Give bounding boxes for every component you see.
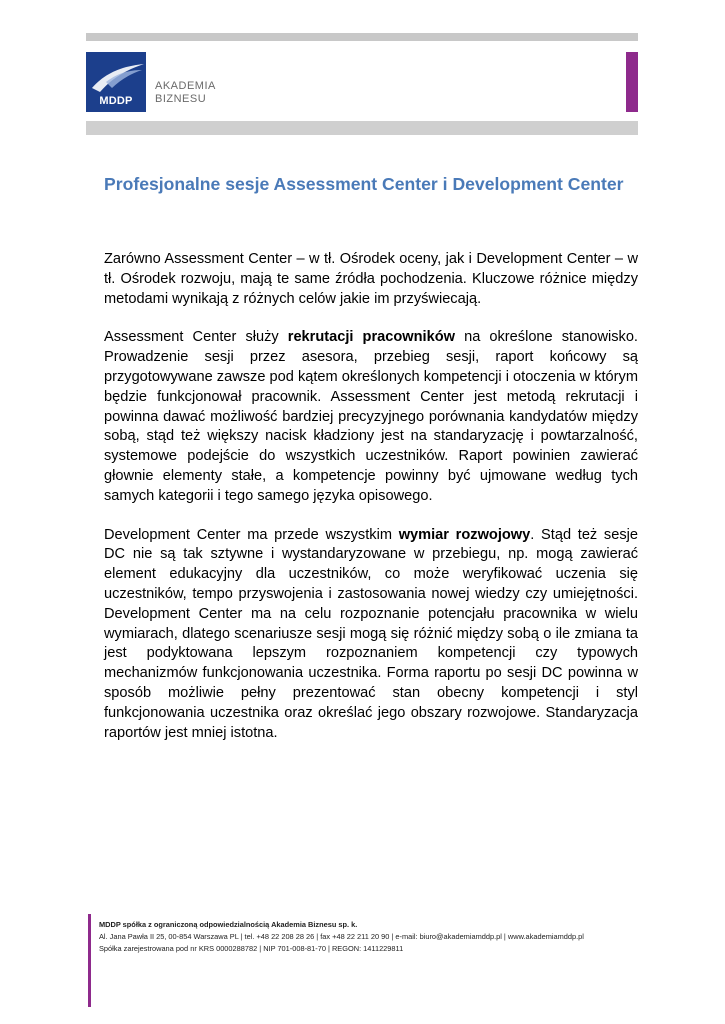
header-accent-bar <box>626 52 638 112</box>
paragraph-3-bold: wymiar rozwojowy <box>398 526 531 543</box>
paragraph-3 <box>104 526 638 744</box>
logo-text: MDDP <box>99 95 133 107</box>
document-title: Profesjonalne sesje Assessment Center i Development Center <box>104 174 624 194</box>
mddp-logo <box>86 52 146 112</box>
document-body <box>104 250 638 762</box>
header-bottom-bar <box>86 121 638 135</box>
footer <box>99 919 584 955</box>
paragraph-1: Zarówno Assessment Center – w tł. Ośrodek oceny, jak i Development Center – w tł. Ośrodek rozwoju, mają te same źródła pochodzenia. Kluczowe różnice między metodami wynikają z różnych celów jakie im przyświecają. <box>104 251 638 307</box>
paragraph-2-text-a: Assessment Center służy <box>104 329 288 346</box>
brand-line-2: BIZNESU <box>155 93 207 105</box>
brand-line-1: AKADEMIA <box>155 80 216 92</box>
paragraph-3-text-b: . Stąd też sesje DC nie są tak sztywne i wystandaryzowane w przebiegu, np. mogą zawierać element edukacyjny dla uczestników, co może weryfikować uczenia się uczestników, tempo przyswojenia i zastosowania nowej wiedzy czy umiejętności. Development Center ma na celu rozpoznanie potencjału pracownika w wielu wymiarach, dlatego scenariusze sesji mogą się różnić między sobą o ile zmiana ta jest podyktowana lepszym rozpoznaniem kompetencji czy typowych mechanizmów funkcjonowania uczestnika. Forma raportu po sesji DC powinna w sposób możliwie pełny prezentować stan obecny kompetencji i styl funkcjonowania uczestnika oraz określać jego obszary rozwojowe. Standaryzacja raportów jest mniej istotna. <box>104 526 639 741</box>
paragraph-2 <box>104 328 638 506</box>
paragraph-2-text-b: na określone stanowisko. Prowadzenie sesji przez asesora, przebieg sesji, raport końcowy są przygotowywane zawsze pod kątem określonych kompetencji i otoczenia w którym będzie funkcjonował pracownik. Assessment Center jest metodą rekrutacji i powinna dawać możliwość bardziej precyzyjnego porównania kandydatów między sobą, stąd też większy nacisk kładziony jest na standaryzację i powtarzalność, systemowe podejście do wszystkich uczestników. Raport powinien zawierać głownie elementy stałe, a kompetencje powinny być ujmowane według tych samych kategorii i tego samego języka opisowego. <box>104 329 638 504</box>
footer-accent-line <box>88 914 91 1007</box>
paragraph-3-text-a: Development Center ma przede wszystkim <box>104 526 399 543</box>
header-top-bar <box>86 33 638 41</box>
footer-registration: Spółka zarejestrowana pod nr KRS 0000288782 | NIP 701-008-81-70 | REGON: 1411229811 <box>99 944 404 953</box>
paragraph-2-bold: rekrutacji pracowników <box>287 329 455 346</box>
footer-address: Al. Jana Pawła II 25, 00-854 Warszawa PL | tel. +48 22 208 28 26 | fax +48 22 211 20 90 | e-mail: biuro@akademiamddp.pl | www.akademiamddp.pl <box>99 932 584 941</box>
brand-name <box>155 80 216 106</box>
footer-company: MDDP spółka z ograniczoną odpowiedzialnością Akademia Biznesu sp. k. <box>99 920 358 929</box>
